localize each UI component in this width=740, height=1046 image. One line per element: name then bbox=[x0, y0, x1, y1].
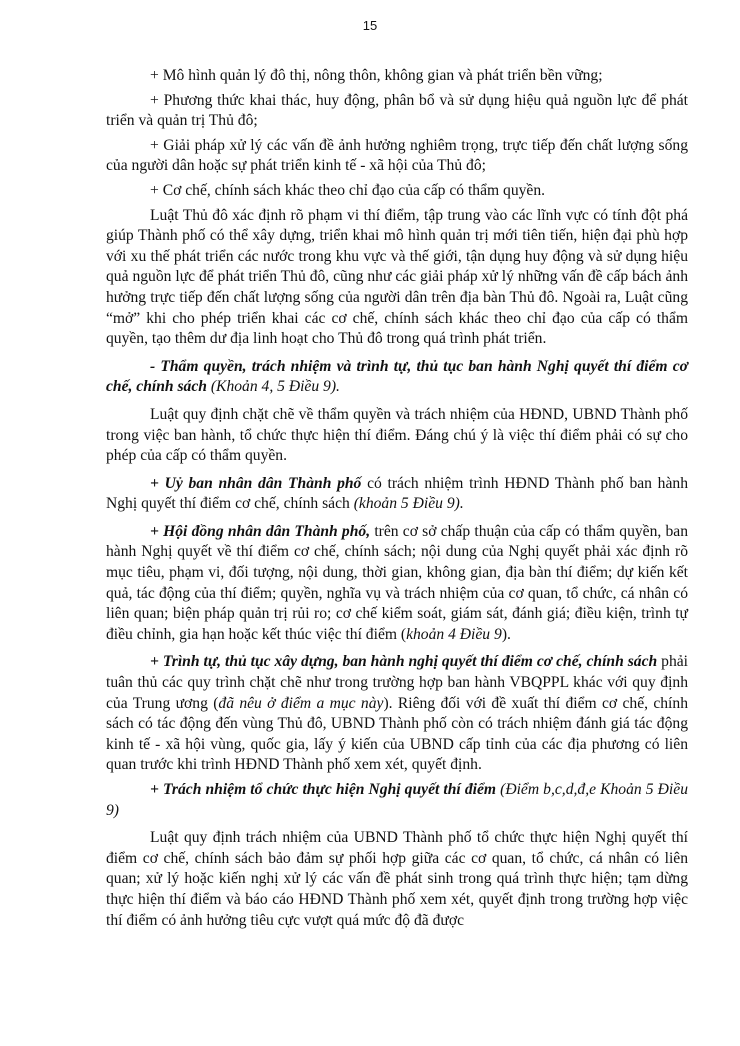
paragraph bbox=[106, 522, 688, 646]
paragraph-text-end: ). Riêng đối với đề xuất thí điểm cơ chế, chính sách có tác động đến vùng Thủ đô, UBND Thành phố còn có trách nhiệm đánh giá tác động kinh tế - xã hội vùng, quốc gia, lấy ý kiến của UBND cấp tỉnh của các địa phương có liên quan trước khi trình HĐND Thành phố xem xét, quyết định. bbox=[106, 694, 688, 774]
paragraph-text-end: ). bbox=[501, 625, 511, 643]
paragraph bbox=[106, 474, 688, 515]
paragraph-text: có trách nhiệm trình HĐND Thành phố ban hành Nghị quyết thí điểm cơ chế, chính sách bbox=[106, 474, 688, 513]
paragraph-text: phải tuân thủ các quy trình chặt chẽ như trong trường hợp ban hành VBQPPL khác với quy định của Trung ương ( bbox=[106, 653, 688, 712]
paragraph: Luật quy định chặt chẽ về thẩm quyền và trách nhiệm của HĐND, UBND Thành phố trong việc ban hành, tổ chức thực hiện thí điểm. Đáng chú ý là việc thí điểm phải có sự cho phép của cấp có thẩm quyền. bbox=[106, 405, 688, 465]
paragraph: + Cơ chế, chính sách khác theo chỉ đạo của cấp có thẩm quyền. bbox=[150, 181, 546, 199]
paragraph-lead: + Hội đồng nhân dân Thành phố, bbox=[150, 522, 371, 540]
paragraph-lead: + Uỷ ban nhân dân Thành phố bbox=[150, 474, 362, 492]
heading-text: - Thẩm quyền, trách nhiệm và trình tự, thủ tục ban hành Nghị quyết thí điểm cơ chế, chính sách bbox=[106, 357, 688, 396]
paragraph: Luật quy định trách nhiệm của UBND Thành phố tổ chức thực hiện Nghị quyết thí điểm cơ chế, chính sách bảo đảm sự phối hợp giữa các cơ quan, tổ chức, cá nhân có liên quan; xử lý hoặc kiến nghị xử lý các vấn đề phát sinh trong quá trình thực hiện; tạm dừng thực hiện thí điểm và báo cáo HĐND Thành phố xem xét, quyết định trong trường hợp việc thí điểm có ảnh hưởng tiêu cực vượt quá mức độ đã được bbox=[106, 829, 688, 929]
paragraph bbox=[106, 652, 688, 776]
heading-reference: (Điểm b,c,d,đ,e Khoản 5 Điều 9) bbox=[106, 781, 688, 819]
heading-text: + Trách nhiệm tổ chức thực hiện Nghị quyết thí điểm bbox=[150, 781, 497, 798]
paragraph-reference: đã nêu ở điểm a mục này bbox=[218, 694, 384, 712]
section-heading bbox=[106, 780, 688, 821]
section-heading bbox=[106, 357, 688, 398]
page-number: 15 bbox=[362, 18, 378, 33]
paragraph-reference: (khoản 5 Điều 9). bbox=[353, 495, 464, 513]
paragraph-lead: + Trình tự, thủ tục xây dựng, ban hành nghị quyết thí điểm cơ chế, chính sách bbox=[150, 653, 658, 671]
paragraph-reference: khoản 4 Điều 9 bbox=[406, 625, 502, 643]
paragraph: + Phương thức khai thác, huy động, phân bổ và sử dụng hiệu quả nguồn lực để phát triển và quản trị Thủ đô; bbox=[106, 91, 688, 130]
paragraph: Luật Thủ đô xác định rõ phạm vi thí điểm, tập trung vào các lĩnh vực có tính đột phá giúp Thành phố có thể xây dựng, triển khai mô hình quản trị mới tiên tiến, hiện đại phù hợp với xu thế phát triển các nước trong khu vực và thế giới, tận dụng huy động và sử dụng hiệu quả nguồn lực để phát triển Thủ đô, cũng như các giải pháp xử lý những vấn đề cấp bách ảnh hưởng trực tiếp đến chất lượng sống của người dân trên địa bàn Thủ đô. Ngoài ra, Luật cũng “mở” khi cho phép triển khai các cơ chế, chính sách khác theo chỉ đạo của cấp có thẩm quyền, tạo thêm dư địa linh hoạt cho Thủ đô trong quá trình phát triển. bbox=[106, 206, 688, 348]
paragraph: + Giải pháp xử lý các vấn đề ảnh hưởng nghiêm trọng, trực tiếp đến chất lượng sống của người dân hoặc sự phát triển kinh tế - xã hội của Thủ đô; bbox=[106, 136, 688, 175]
paragraph-text: trên cơ sở chấp thuận của cấp có thẩm quyền, ban hành Nghị quyết về thí điểm cơ chế, chính sách; nội dung của Nghị quyết phải xác định rõ mục tiêu, phạm vi, đối tượng, nội dung, thời gian, không gian, địa bàn thí điểm; dự kiến kết quả, tác động của thí điểm; quyền, nghĩa vụ và trách nhiệm của cơ quan, tổ chức, cá nhân có liên quan; biện pháp quản trị rủi ro; cơ chế kiểm soát, giám sát, đánh giá; điều kiện, trình tự điều chỉnh, gia hạn hoặc kết thúc việc thí điểm ( bbox=[106, 522, 689, 643]
document-body bbox=[106, 66, 688, 938]
paragraph: + Mô hình quản lý đô thị, nông thôn, không gian và phát triển bền vững; bbox=[150, 67, 603, 84]
heading-reference: (Khoản 4, 5 Điều 9). bbox=[206, 378, 340, 396]
